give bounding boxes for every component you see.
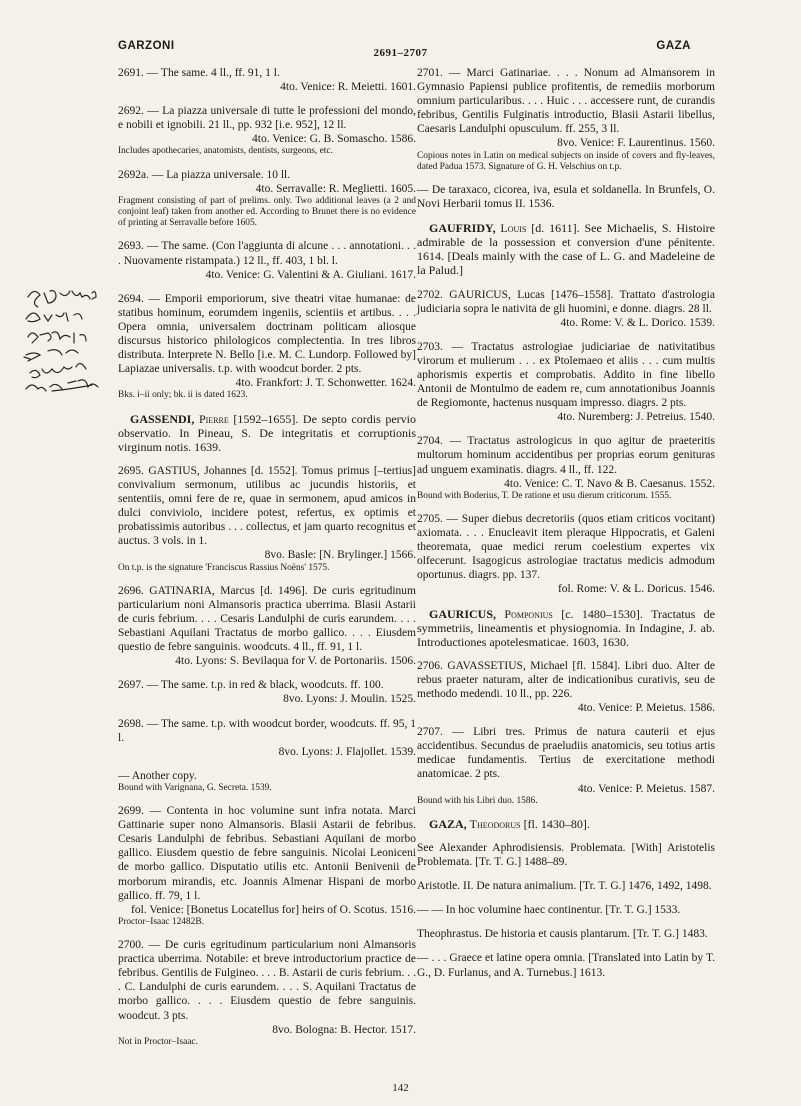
catalog-entry (417, 927, 715, 941)
entry-note: Bks. i–ii only; bk. ii is dated 1623. (118, 390, 248, 401)
entry-text: 2705. — Super diebus decretoriis (quos etiam criticos vocitant) axiomata. . . . Enucleavit item pleraque Hippocratis, et Galeni theoremata, quae medici rerum coelestium expertes vix olfecerunt. Isagogicus astrologiae tractatus medicis admodum oportunus. diagrs. pp. 137. (417, 512, 715, 582)
page-number: 142 (392, 1082, 409, 1094)
entry-text: — — In hoc volumine haec continentur. [Tr. T. G.] 1533. (417, 904, 681, 917)
author-forename: Theodorus (469, 816, 521, 831)
entry-text: 2697. — The same. t.p. in red & black, woodcuts. ff. 100. (118, 679, 384, 692)
author-name: GASSENDI, (130, 411, 195, 426)
entry-text: See Alexander Aphrodisiensis. Problemata. [With] Aristotelis Problemata. [Tr. T. G.] 1488–89. (417, 841, 715, 869)
catalog-entry (417, 221, 715, 277)
catalog-entry (417, 434, 715, 502)
author-forename: Louis (500, 221, 527, 236)
handwriting-image (22, 285, 117, 395)
left-column (118, 66, 416, 1058)
catalog-entry (118, 938, 416, 1048)
catalog-entry (417, 512, 715, 597)
author-heading (417, 607, 715, 649)
imprint-line: fol. Venice: [Bonetus Locatellus for] heirs of O. Scotus. 1516. (131, 903, 416, 916)
entry-note: Bound with Varignana, G. Secreta. 1539. (118, 782, 272, 793)
catalog-entry (118, 239, 416, 281)
running-head-range: 2691–2707 (373, 47, 428, 59)
entry-text: 2695. GASTIUS, Johannes [d. 1552]. Tomus primus [–tertius] convivalium sermonum, utilibus ac jucundis historiis, et sententiis, omni fere de re, quae in sermonem, apud amicos in dulci conviviolo, incidere potest, refertus, ex optimis et probatissimis autoribus . . . collectus, et jam quarto recognitus et auctus. 3 vols. in 1. (118, 464, 416, 548)
entry-text: 2699. — Contenta in hoc volumine sunt infra notata. Marci Gattinarie super nono Almansoris. Blasii Astarii de febribus. Cesaris Landulphi de febribus. Sebastiani Aquilani de morbo gallico. Eiusdem questio de febre sanguinis. Nicolai Leoniceni de morbo gallico. Disputatio utilis etc. Antonii Benivenii de morborum mirandis, etc. Joannis Almenar Hispani de morbo gallico. ff. 79, 1 l. (118, 805, 416, 902)
running-head-left: GARZONI (118, 40, 175, 52)
entry-text: Aristotle. II. De natura animalium. [Tr. T. G.] 1476, 1492, 1498. (417, 880, 712, 893)
author-forename: Pomponius (504, 606, 553, 621)
entry-text: 2706. GAVASSETIUS, Michael [fl. 1584]. Libri duo. Alter de rebus praeter naturam, alter de indicationibus curativis, seu de methodo medendi. 10 ll., pp. 226. (417, 659, 715, 700)
imprint-line: 4to. Venice: G. Valentini & A. Giuliani. 1617. (205, 268, 416, 281)
imprint-line: 4to. Frankfort: J. T. Schonwetter. 1624. (235, 377, 416, 390)
catalog-entry (417, 183, 715, 211)
entry-text: — De taraxaco, cicorea, iva, esula et soldanella. In Brunfels, O. Novi Herbarii tomus II. 1536. (417, 183, 715, 211)
catalog-entry (118, 412, 416, 454)
entry-note: Not in Proctor–Isaac. (118, 1036, 198, 1047)
entry-text: 2702. GAURICUS, Lucas [1476–1558]. Trattato d'astrologia judiciaria sopra le nativita de gli huomini, e donne. diagrs. 28 ll. (417, 288, 715, 315)
entry-text: 2701. — Marci Gatinariae. . . . Nonum ad Almansorem in Gymnasio Papiensi publice profitentis, de remediis morborum omnium particularibus. . . . Huic . . . accessere runt, de curandis febribus, Gentilis Fulginatis introductio, Blasii Astarii libellus, Caesaris Landulphi opusculum. ff. 255, 3 ll. (417, 67, 715, 136)
imprint-line: 4to. Serravalle: R. Meglietti. 1605. (255, 182, 416, 195)
author-details: [d. 1611]. See Michaelis, S. Histoire admirable de la possession et conversion d'une pénitente. 1614. [Deals mainly with the case of L. G. and Madeleine de la Palud.] (417, 221, 715, 278)
author-heading (417, 221, 715, 277)
entry-text: 2696. GATINARIA, Marcus [d. 1496]. De curis egritudinum particularium noni Almansoris practica uberrima. Blasii Astarii de curis febrium. . . . Cesaris Landulphi de curis earundem. . . . Sebastiani Aquilani Tractatus de morbo gallico. . . . Eiusdem questio de febre sanguinis. woodcuts. 4 ll., ff. 91, 1 l. (118, 584, 416, 654)
entry-note: Includes apothecaries, anatomists, dentists, surgeons, etc. (118, 146, 333, 157)
entry-text: Theophrastus. De historia et causis plantarum. [Tr. T. G.] 1483. (417, 928, 708, 941)
author-name: GAURICUS, (429, 606, 497, 621)
catalog-entry (417, 66, 715, 173)
imprint-line: 8vo. Lyons: J. Moulin. 1525. (283, 693, 416, 706)
imprint-line: 4to. Venice: R. Meietti. 1601. (280, 81, 416, 94)
catalog-entry (118, 804, 416, 928)
entry-text: 2692. — La piazza universale di tutte le professioni del mondo, e nobili et ignobili. 21 ll., pp. 932 [i.e. 952], 12 ll. (118, 105, 416, 132)
catalog-entry (417, 725, 715, 807)
imprint-line: 8vo. Bologna: B. Hector. 1517. (272, 1023, 416, 1036)
imprint-line: 4to. Venice: P. Meietus. 1586. (577, 702, 715, 715)
catalog-entry (417, 817, 715, 831)
catalog-entry (118, 678, 416, 706)
entry-note: Bound with Boderius, T. De ratione et usu dierum criticorum. 1555. (417, 490, 672, 501)
catalog-entry (118, 769, 416, 794)
catalog-entry (417, 659, 715, 715)
entry-text: 2698. — The same. t.p. with woodcut border, woodcuts. ff. 95, 1 l. (118, 717, 416, 744)
right-column (417, 66, 715, 990)
catalog-entry (118, 104, 416, 157)
author-name: GAUFRIDY, (429, 221, 496, 236)
entry-text: 2700. — De curis egritudinum particularium noni Almansoris practica uberrima. Notabile: et breve introductorium practice de febribus. Gentilis de Fulgineo. . . . B. Astarii de curis febrium. . . . C. Landulphi de curis earundem. . . . S. Aquilani Tractatus de morbo gallico. . . . Eiusdem questio de febre sanguinis. woodcut. 3 pts. (118, 939, 416, 1022)
author-heading (417, 817, 715, 831)
entry-text: 2694. — Emporii emporiorum, sive theatri vitae humanae: de statibus hominum, eorumdem ingeniis, scientiis et artibus. . . . Opera omnia, universalem doctrinam politicam aliosque discursus historico philologicos complectentia. In tres libros distributa. Interprete N. Bello [i.e. M. C. Lundorp. Followed by] Lapiazae universalis. t.p. with woodcut border. 2 pts. (118, 292, 416, 376)
catalog-entry (417, 879, 715, 893)
catalog-entry (118, 292, 416, 402)
entry-text: 2704. — Tractatus astrologicus in quo agitur de praeteritis multorum hominum accidentibus per proprias eorum genituras ad unguem examinatis. diagrs. 4 ll., ff. 122. (417, 435, 715, 476)
imprint-line: 8vo. Basle: [N. Brylinger.] 1566. (264, 549, 416, 562)
imprint-line: 4to. Venice: G. B. Somascho. 1586. (252, 133, 416, 146)
imprint-line: 8vo. Lyons: J. Flajollet. 1539. (278, 745, 416, 758)
author-details: [fl. 1430–80]. (523, 816, 590, 831)
imprint-line: 4to. Lyons: S. Bevilaqua for V. de Portonariis. 1506. (175, 655, 416, 668)
handwritten-annotation (22, 285, 117, 395)
catalog-entry (118, 66, 416, 94)
entry-note: On t.p. is the signature 'Franciscus Rassius Noëns' 1575. (118, 562, 330, 573)
imprint-line: 4to. Venice: P. Meietus. 1587. (577, 782, 715, 795)
catalog-entry (417, 340, 715, 425)
catalog-entry (118, 717, 416, 759)
catalog-entry (417, 951, 715, 979)
catalog-entry (417, 607, 715, 649)
entry-text: 2703. — Tractatus astrologiae judiciariae de nativitatibus virorum et mulierum . . . ex Ptolemaeo et aliis . . . cum multis aphorismis expertis et comprobatis. Addito in fine libello Antonii de Montulmo de eadem re, cum annotationibus Joannis de Regiomonte, hactenus nusquam impresso. diagrs. 2 pts. (417, 340, 715, 410)
running-head-right: GAZA (656, 40, 691, 52)
imprint-line: 4to. Rome: V. & L. Dorico. 1539. (560, 316, 715, 329)
imprint-line: 4to. Nuremberg: J. Petreius. 1540. (557, 411, 715, 424)
author-details: [c. 1480–1530]. Tractatus de symmetriis, lineamentis et physiognomia. In Indagine, J. ab. Introductiones apotelesmaticae. 1603, 1630. (417, 606, 715, 649)
entry-text: 2707. — Libri tres. Primus de natura cauterii et ejus accidentibus. Secundus de praeludiis anatomicis, seu totius artis medicae fundamentis. Tertius de exercitatione methodi anatomicae. 2 pts. (417, 726, 715, 781)
entry-note: Fragment consisting of part of prelims. only. Two additional leaves (a 2 and conjoint leaf) taken from another ed. According to Brunet there is no evidence of printing at Serravalle before 1605. (118, 195, 416, 229)
imprint-line: 8vo. Venice: F. Laurentinus. 1560. (557, 137, 715, 150)
entry-note: Copious notes in Latin on medical subjects on inside of covers and fly-leaves, dated Padua 1573. Signature of G. H. Velschius on t.p. (417, 150, 715, 172)
imprint-line: fol. Rome: V. & L. Doricus. 1546. (557, 583, 715, 596)
catalog-entry (417, 288, 715, 330)
author-details: [1592–1655]. De septo cordis pervio observatio. In Pineau, S. De integritatis et corruptionis virginum notis. 1639. (118, 411, 417, 454)
imprint-line: 4to. Venice: C. T. Navo & B. Caesanus. 1552. (504, 477, 715, 490)
entry-text: — Another copy. (118, 769, 197, 782)
catalog-entry (417, 903, 715, 917)
entry-text: — . . . Graece et latine opera omnia. [Translated into Latin by T. G., D. Furlanus, and A. Turnebus.] 1613. (417, 952, 715, 979)
catalog-entry (118, 168, 416, 230)
entry-text: 2693. — The same. (Con l'aggiunta di alcune . . . annotationi. . . . Nuovamente ristampata.) 12 ll., ff. 403, 1 bl. l. (118, 240, 416, 267)
catalog-entry (417, 841, 715, 869)
author-heading (118, 412, 416, 454)
author-name: GAZA, (429, 816, 467, 831)
author-forename: Pierre (198, 411, 229, 426)
catalog-entry (118, 584, 416, 669)
catalog-entry (118, 464, 416, 574)
entry-text: 2692a. — La piazza universale. 10 ll. (118, 168, 291, 181)
entry-text: 2691. — The same. 4 ll., ff. 91, 1 l. (118, 67, 280, 79)
entry-note: Proctor–Isaac 12482B. (118, 916, 204, 927)
entry-note: Bound with his Libri duo. 1586. (417, 795, 538, 806)
